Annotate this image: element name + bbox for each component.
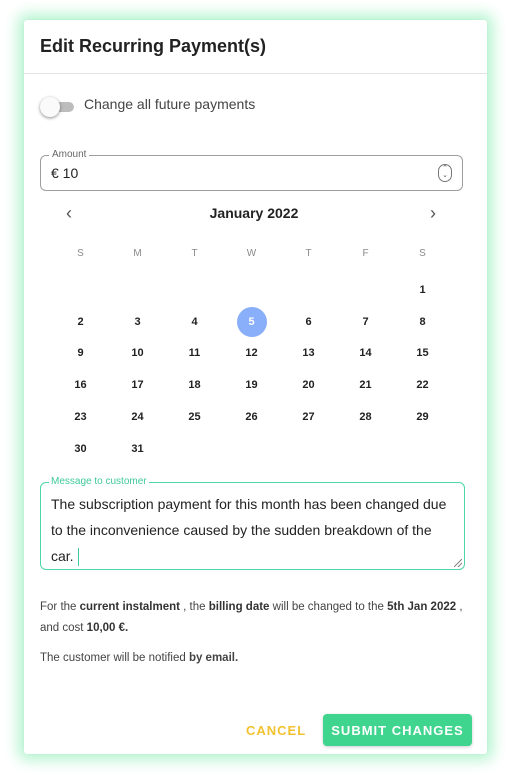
calendar-day-number: 15 [416, 347, 429, 360]
calendar-grid [52, 242, 452, 465]
calendar-day-number: 28 [359, 411, 372, 424]
calendar-day[interactable] [166, 369, 223, 401]
weekday-label: T [305, 248, 312, 259]
calendar-day[interactable] [394, 274, 451, 306]
calendar-day-number: 29 [416, 411, 429, 424]
toggle-label: Change all future payments [84, 96, 256, 112]
amount-label: Amount [49, 149, 89, 160]
notify-bold: by email. [188, 652, 239, 664]
calendar-week-row [52, 401, 452, 433]
chevron-right-icon[interactable]: › [430, 203, 436, 223]
summary-bold: 5th Jan 2022 [387, 601, 457, 613]
calendar-day-number: 14 [359, 347, 372, 360]
calendar-day-number [351, 275, 381, 305]
summary-text: , and cost [40, 601, 463, 634]
calendar-day[interactable] [166, 401, 223, 433]
calendar-empty-cell [166, 274, 223, 306]
summary-bold: billing date [208, 601, 270, 613]
calendar-weeks [52, 274, 452, 465]
chevron-left-icon[interactable]: ‹ [66, 203, 72, 223]
calendar-empty-cell [337, 274, 394, 306]
summary-bold: current instalment [79, 601, 180, 613]
calendar-day[interactable] [280, 338, 337, 370]
amount-stepper[interactable] [438, 164, 452, 182]
calendar-week-row [52, 338, 452, 370]
calendar-day-number: 5 [237, 307, 267, 337]
calendar-day-number: 19 [245, 379, 258, 392]
change-summary [40, 597, 470, 639]
weekday-label: W [246, 248, 257, 259]
calendar-empty-cell [223, 274, 280, 306]
calendar-day[interactable] [394, 401, 451, 433]
summary-text: will be changed to the [269, 601, 388, 613]
calendar-day-number: 31 [131, 442, 144, 455]
summary-text: For the [40, 601, 80, 613]
resize-handle-icon[interactable] [454, 559, 462, 567]
calendar-day[interactable] [52, 306, 109, 338]
edit-recurring-payment-dialog [24, 20, 487, 754]
title-divider [24, 73, 487, 74]
calendar-day-number [237, 275, 267, 305]
calendar-day-selected[interactable] [223, 306, 280, 338]
calendar-empty-cell [394, 433, 451, 465]
calendar-day[interactable] [394, 306, 451, 338]
weekday-label: S [419, 248, 426, 259]
summary-bold: 10,00 €. [86, 622, 129, 634]
calendar-day[interactable] [109, 433, 166, 465]
calendar-empty-cell [223, 433, 280, 465]
change-all-future-payments-toggle[interactable] [40, 96, 76, 118]
toggle-thumb [40, 97, 60, 117]
calendar-day-number: 13 [302, 347, 315, 360]
calendar-week-row [52, 274, 452, 306]
calendar-day-number: 7 [362, 315, 369, 328]
calendar-day-number: 2 [77, 315, 84, 328]
calendar-day-number: 6 [305, 315, 312, 328]
calendar-day[interactable] [337, 369, 394, 401]
calendar-day[interactable] [109, 369, 166, 401]
calendar-empty-cell [280, 274, 337, 306]
calendar-month-label: January 2022 [209, 205, 299, 221]
summary-text: , the [179, 601, 209, 613]
weekday-label: T [191, 248, 198, 259]
weekday-label: S [77, 248, 84, 259]
calendar-day[interactable] [52, 401, 109, 433]
calendar-day-number: 1 [419, 283, 426, 296]
calendar-day[interactable] [280, 306, 337, 338]
calendar-day-number: 4 [191, 315, 198, 328]
calendar-day-number: 25 [188, 411, 201, 424]
message-label: Message to customer [51, 476, 147, 487]
calendar-day[interactable] [166, 306, 223, 338]
calendar-day-number [351, 434, 381, 464]
calendar-day[interactable] [52, 338, 109, 370]
calendar-day[interactable] [223, 369, 280, 401]
calendar-day[interactable] [394, 369, 451, 401]
calendar-day-number [180, 434, 210, 464]
message-textarea[interactable] [51, 491, 450, 569]
notification-note [40, 652, 238, 664]
stepper-down-icon[interactable]: ⌄ [442, 172, 448, 179]
calendar-day[interactable] [337, 401, 394, 433]
calendar-day[interactable] [109, 306, 166, 338]
calendar-day-number: 9 [77, 347, 84, 360]
calendar-empty-cell [109, 274, 166, 306]
calendar-day[interactable] [223, 401, 280, 433]
message-to-customer-field[interactable] [40, 476, 465, 570]
calendar-empty-cell [337, 433, 394, 465]
calendar-day[interactable] [166, 338, 223, 370]
calendar-day-number: 27 [302, 411, 315, 424]
calendar-day-number [408, 434, 438, 464]
calendar-day-number: 26 [245, 411, 258, 424]
calendar-week-row [52, 433, 452, 465]
calendar-day[interactable] [109, 338, 166, 370]
calendar-empty-cell [52, 274, 109, 306]
calendar-day-number [123, 275, 153, 305]
cancel-button[interactable]: CANCEL [240, 715, 312, 745]
calendar-day[interactable] [337, 306, 394, 338]
amount-value[interactable]: € 10 [51, 165, 79, 181]
calendar-day-number: 20 [302, 379, 315, 392]
calendar-day-number: 18 [188, 379, 201, 392]
calendar-day[interactable] [394, 338, 451, 370]
calendar-day[interactable] [280, 401, 337, 433]
calendar-day-number: 16 [74, 379, 87, 392]
calendar-day-number: 23 [74, 411, 87, 424]
calendar-day-number: 21 [359, 379, 372, 392]
calendar-day[interactable] [109, 401, 166, 433]
calendar-day-number [66, 275, 96, 305]
calendar-day-number [294, 275, 324, 305]
submit-changes-button[interactable]: SUBMIT CHANGES [323, 714, 472, 746]
calendar-empty-cell [166, 433, 223, 465]
calendar-day-number: 30 [74, 442, 87, 455]
calendar-day-number [237, 434, 267, 464]
amount-field[interactable] [40, 149, 463, 191]
weekday-header [52, 242, 452, 266]
calendar-day-number: 10 [131, 347, 144, 360]
calendar-day[interactable] [223, 338, 280, 370]
text-caret [78, 548, 79, 566]
calendar-day-number: 11 [188, 347, 201, 360]
calendar-day-number: 8 [419, 315, 426, 328]
calendar-header [64, 203, 444, 225]
calendar-day-number: 12 [245, 347, 258, 360]
calendar-day-number: 3 [134, 315, 141, 328]
calendar-day[interactable] [337, 338, 394, 370]
weekday-label: M [133, 248, 142, 259]
weekday-label: F [362, 248, 369, 259]
calendar-day-number [294, 434, 324, 464]
calendar-empty-cell [280, 433, 337, 465]
stepper-up-icon[interactable]: ⌃ [442, 165, 448, 172]
calendar-day-number: 17 [131, 379, 144, 392]
calendar-week-row [52, 306, 452, 338]
calendar-day[interactable] [52, 369, 109, 401]
notify-text: The customer will be notified [40, 652, 189, 664]
calendar-day[interactable] [280, 369, 337, 401]
calendar-day[interactable] [52, 433, 109, 465]
dialog-title: Edit Recurring Payment(s) [40, 36, 267, 56]
calendar-day-number: 22 [416, 379, 429, 392]
calendar-week-row [52, 369, 452, 401]
calendar-day-number [180, 275, 210, 305]
calendar-day-number: 24 [131, 411, 144, 424]
message-text: The subscription payment for this month has been changed due to the inconvenience caused by the sudden breakdown of the car. [51, 496, 447, 564]
